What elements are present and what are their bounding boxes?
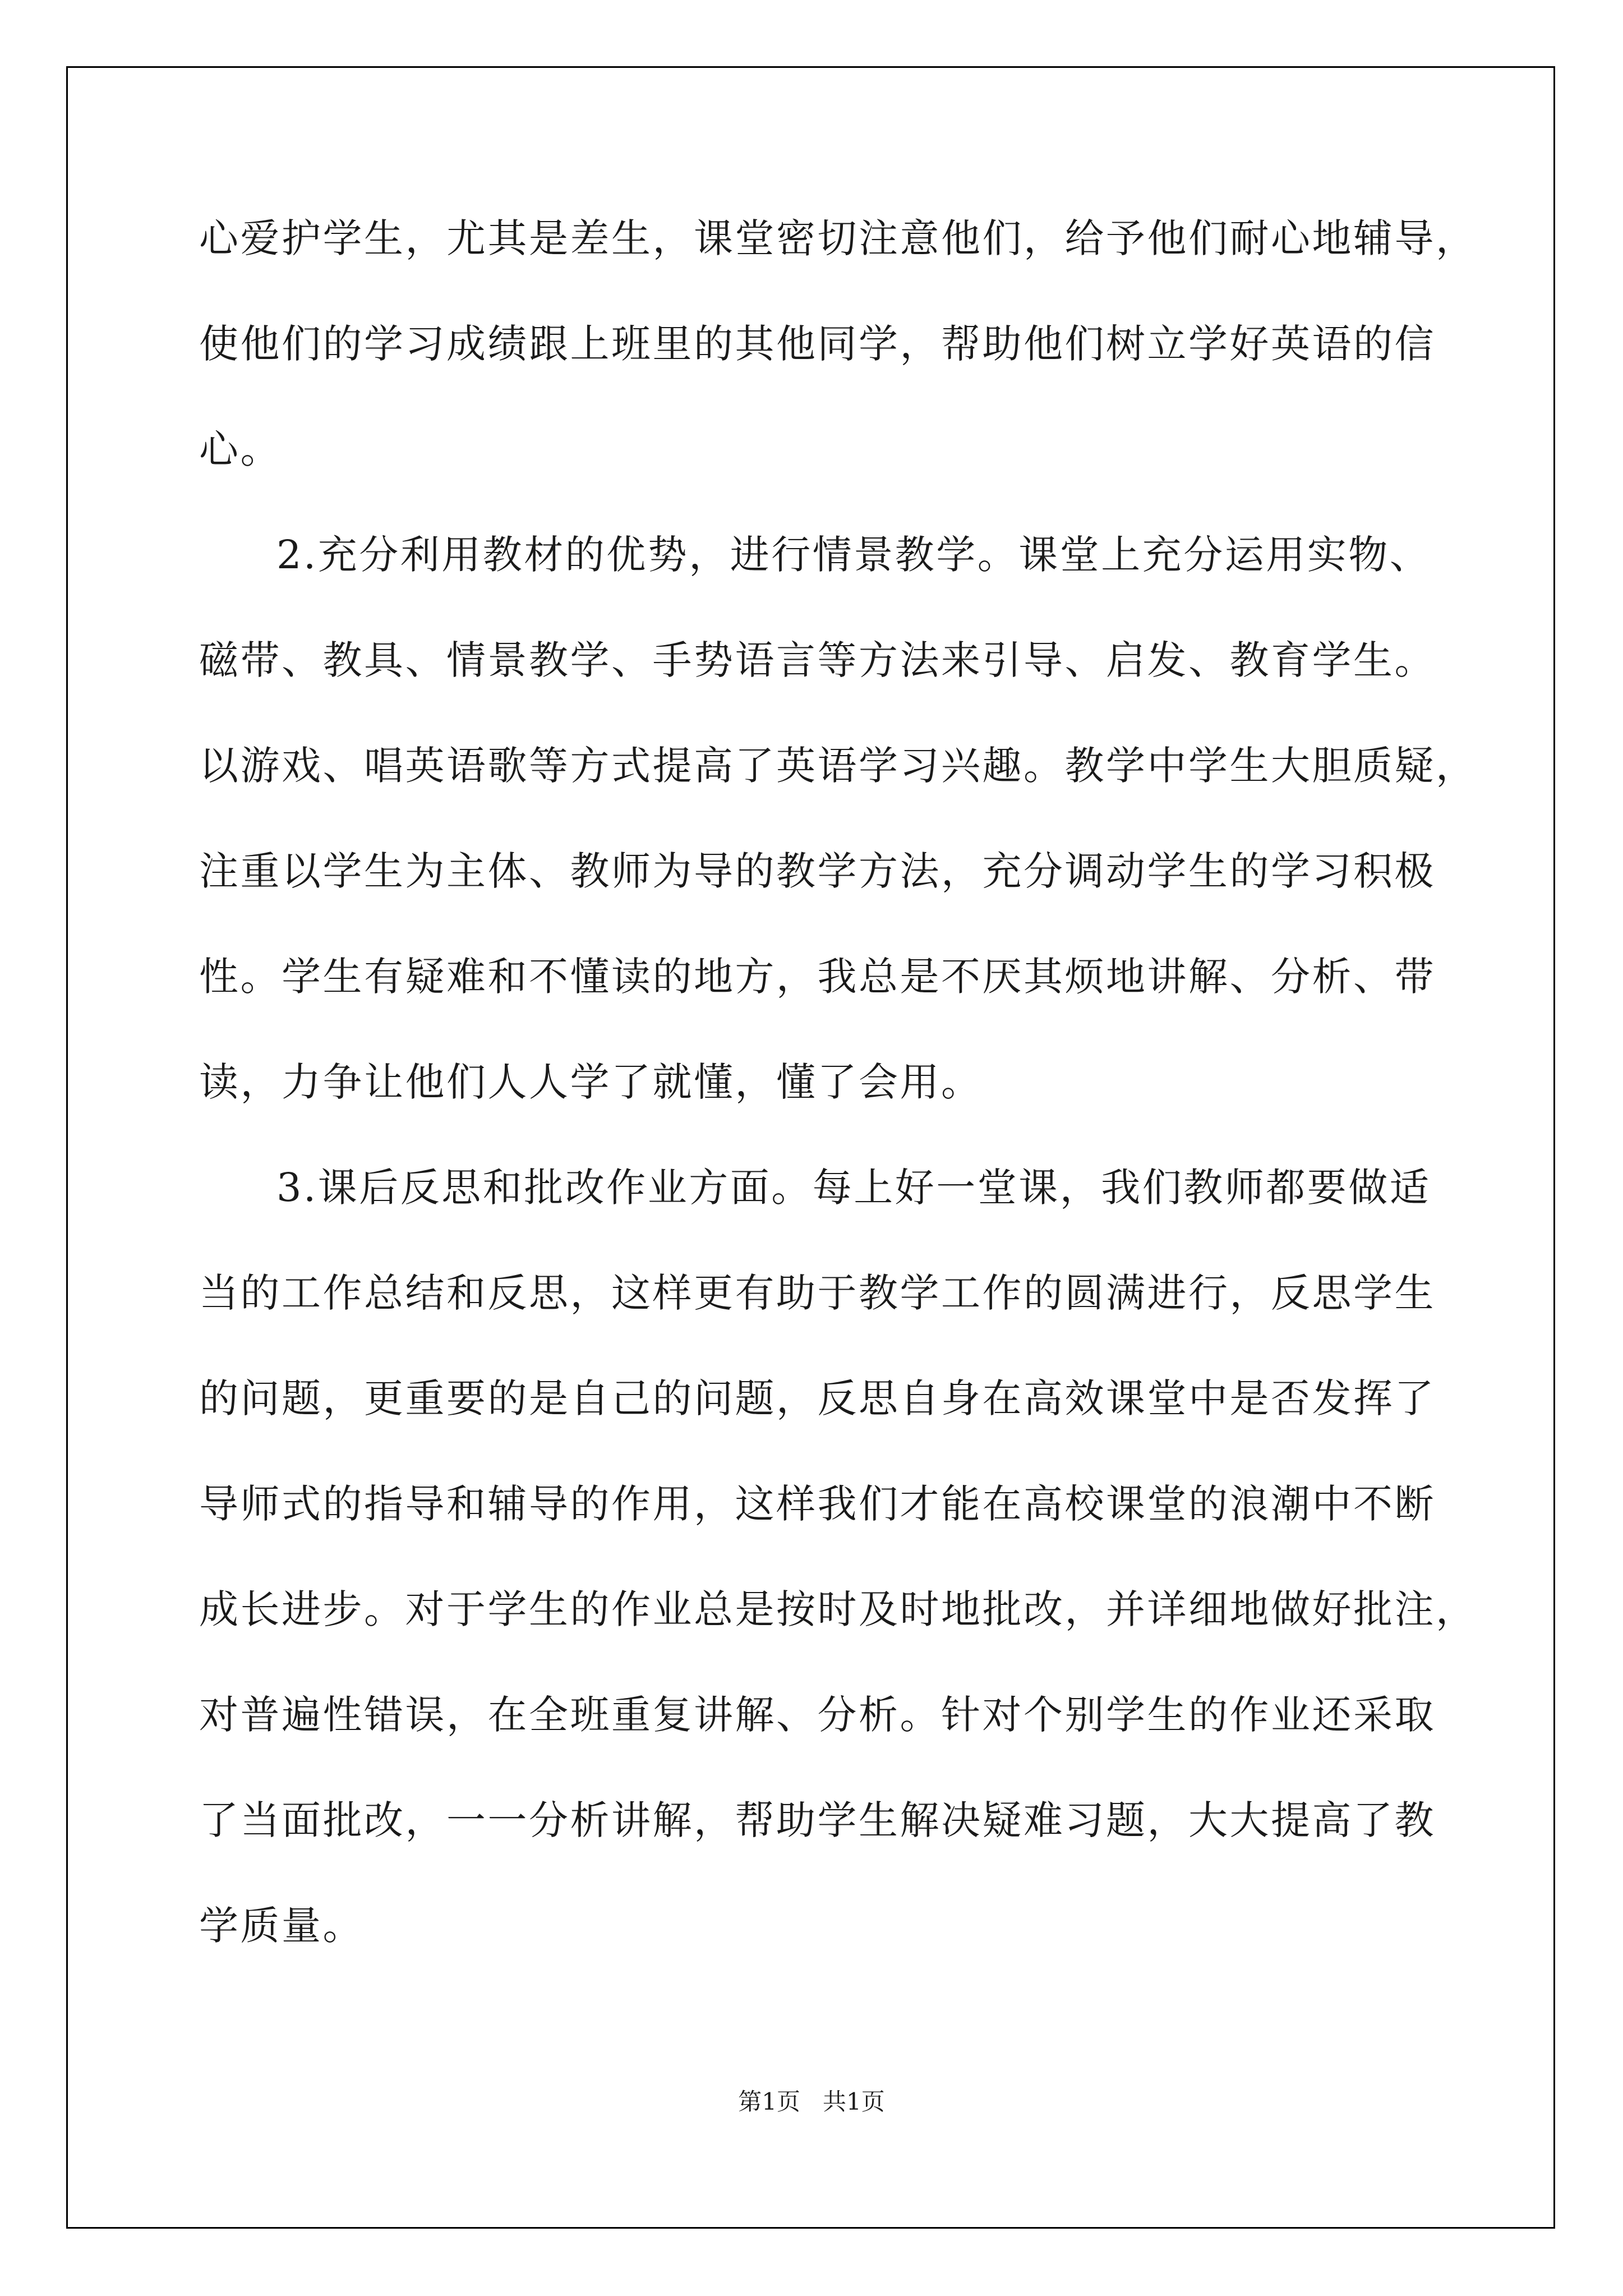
text-line: 心爱护学生，尤其是差生，课堂密切注意他们，给予他们耐心地辅导， bbox=[199, 215, 1477, 261]
text-line: 了当面批改，一一分析讲解，帮助学生解决疑难习题，大大提高了教 bbox=[199, 1797, 1436, 1843]
page-number-footer: 第1页 共1页 bbox=[738, 2088, 885, 2115]
text-line: 心。 bbox=[199, 426, 282, 472]
text-line: 导师式的指导和辅导的作用，这样我们才能在高校课堂的浪潮中不断 bbox=[199, 1481, 1436, 1527]
text-line: 以游戏、唱英语歌等方式提高了英语学习兴趣。教学中学生大胆质疑， bbox=[199, 743, 1477, 789]
text-line: 的问题，更重要的是自己的问题，反思自身在高效课堂中是否发挥了 bbox=[199, 1375, 1436, 1421]
text-line: 注重以学生为主体、教师为导的教学方法，充分调动学生的学习积极 bbox=[199, 848, 1436, 894]
text-line: 使他们的学习成绩跟上班里的其他同学，帮助他们树立学好英语的信 bbox=[199, 321, 1436, 367]
text-line: 成长进步。对于学生的作业总是按时及时地批改，并详细地做好批注， bbox=[199, 1586, 1477, 1632]
text-line: 对普遍性错误，在全班重复讲解、分析。针对个别学生的作业还采取 bbox=[199, 1692, 1436, 1738]
text-line: 磁带、教具、情景教学、手势语言等方法来引导、启发、教育学生。 bbox=[199, 637, 1436, 683]
paragraph-start-line: 3.课后反思和批改作业方面。每上好一堂课，我们教师都要做适 bbox=[276, 1165, 1431, 1211]
text-line: 性。学生有疑难和不懂读的地方，我总是不厌其烦地讲解、分析、带 bbox=[199, 954, 1436, 1000]
text-line: 读，力争让他们人人学了就懂，懂了会用。 bbox=[199, 1059, 983, 1105]
text-line: 学质量。 bbox=[199, 1903, 364, 1949]
body-text bbox=[199, 208, 1477, 2000]
paragraph-start-line: 2.充分利用教材的优势，进行情景教学。课堂上充分运用实物、 bbox=[276, 532, 1431, 578]
text-line: 当的工作总结和反思，这样更有助于教学工作的圆满进行，反思学生 bbox=[199, 1270, 1436, 1316]
